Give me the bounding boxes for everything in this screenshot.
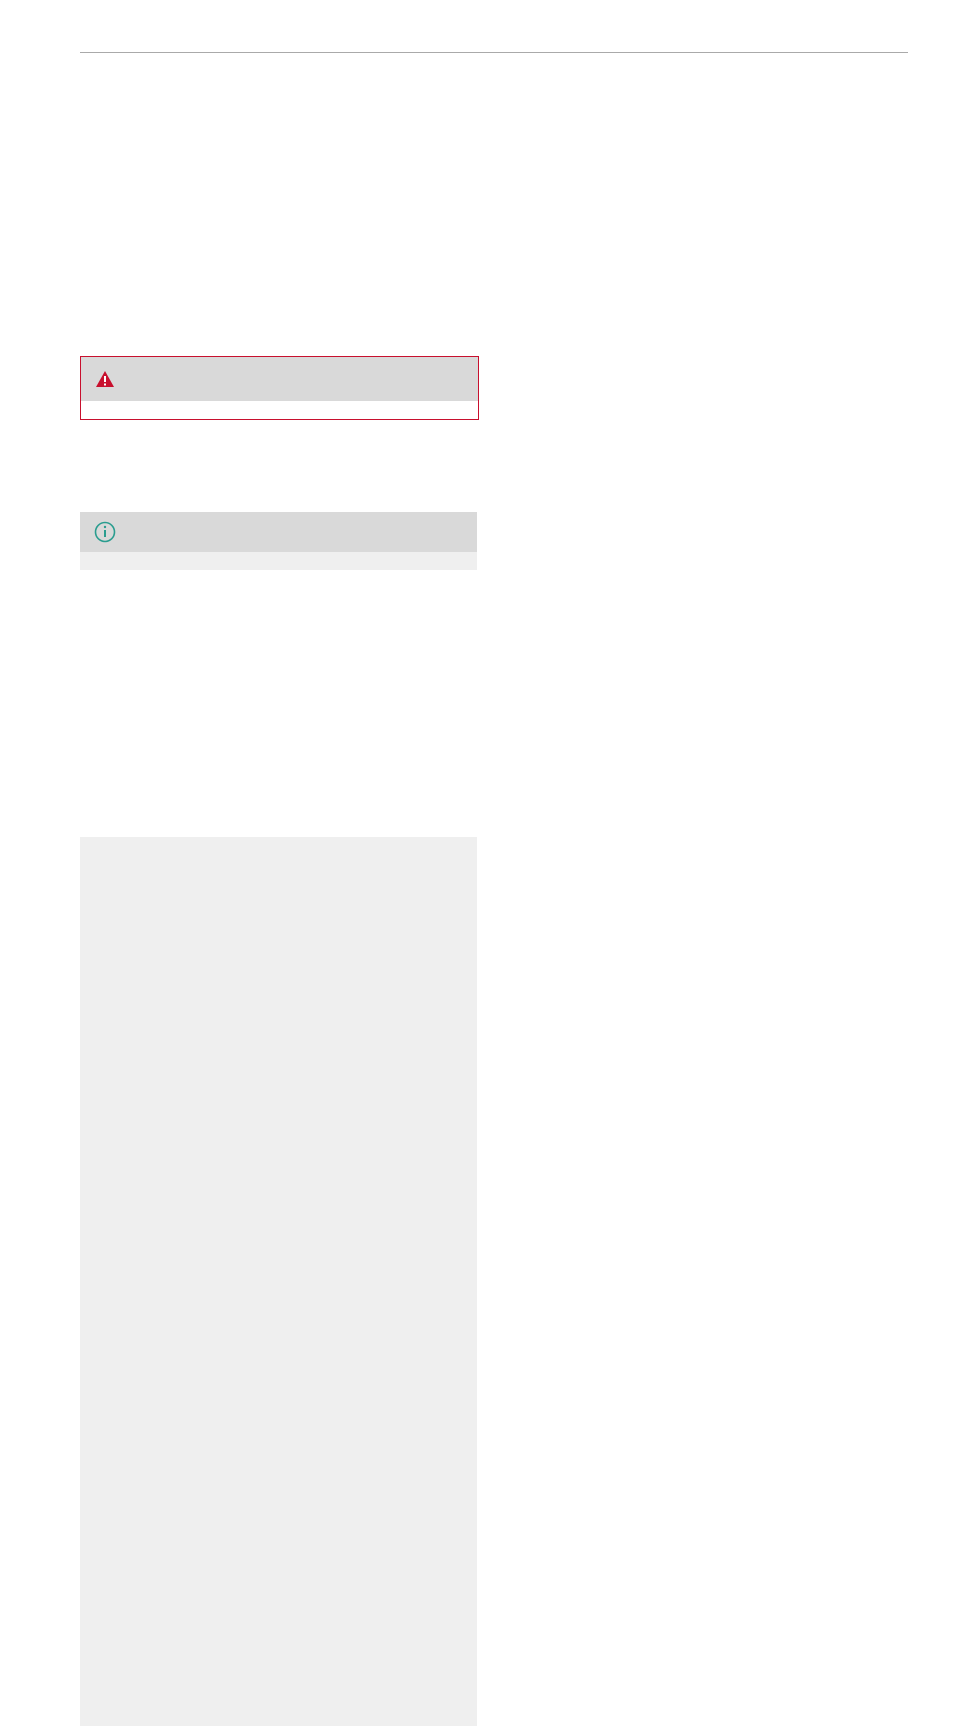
tips-header [80,512,477,552]
warning-triangle-icon [95,370,115,388]
warning-header [81,357,478,401]
warning-box [80,356,479,420]
info-circle-icon [94,521,116,543]
header-rule [80,52,908,53]
tips-box [80,512,477,570]
fig148-panel [80,838,477,1726]
warning-text [81,401,478,419]
tips-text [80,552,477,570]
